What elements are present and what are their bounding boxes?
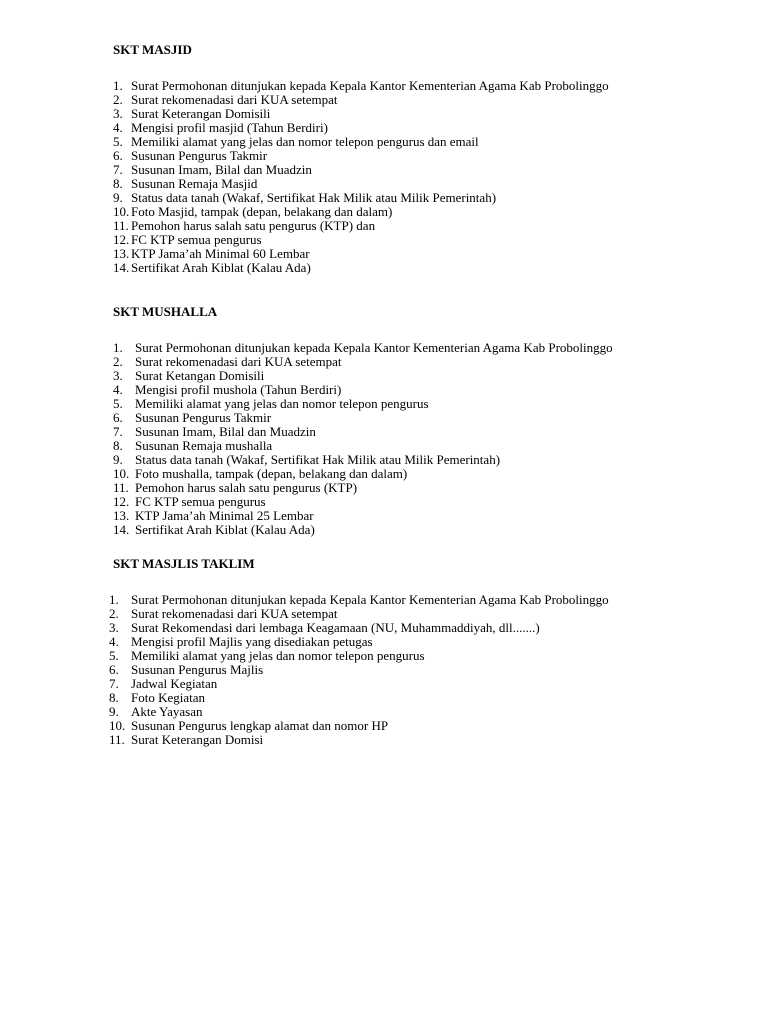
item-number: 6. bbox=[109, 662, 119, 677]
item-number: 5. bbox=[113, 396, 123, 411]
list-item bbox=[113, 233, 653, 247]
list-item bbox=[113, 369, 653, 383]
list-item bbox=[109, 607, 654, 621]
list-item bbox=[113, 439, 653, 453]
item-number: 11. bbox=[109, 732, 125, 747]
item-text: Surat Ketangan Domisili bbox=[135, 368, 265, 383]
list-item bbox=[113, 135, 653, 149]
item-text: Foto Kegiatan bbox=[131, 690, 206, 705]
item-number: 11. bbox=[113, 480, 129, 495]
item-number: 8. bbox=[109, 690, 119, 705]
item-text: Sertifikat Arah Kiblat (Kalau Ada) bbox=[135, 522, 315, 537]
item-number: 6. bbox=[113, 410, 123, 425]
list-item bbox=[113, 121, 653, 135]
list-item bbox=[113, 261, 653, 275]
item-number: 7. bbox=[113, 424, 123, 439]
item-number: 2. bbox=[113, 354, 123, 369]
list-item bbox=[113, 205, 653, 219]
item-text: KTP Jama’ah Minimal 25 Lembar bbox=[135, 508, 314, 523]
list-item bbox=[113, 383, 653, 397]
item-number: 13. bbox=[113, 246, 130, 261]
item-number: 3. bbox=[109, 620, 119, 635]
item-text: Surat Keterangan Domisili bbox=[131, 106, 271, 121]
list-item bbox=[113, 411, 653, 425]
item-number: 2. bbox=[109, 606, 119, 621]
section-skt-mushalla bbox=[113, 305, 653, 537]
requirement-list bbox=[109, 593, 654, 747]
list-item bbox=[109, 719, 654, 733]
item-text: Memiliki alamat yang jelas dan nomor telepon pengurus bbox=[135, 396, 429, 411]
item-number: 9. bbox=[113, 452, 123, 467]
list-item bbox=[109, 593, 654, 607]
section-title: SKT MASJID bbox=[113, 42, 192, 57]
list-item bbox=[113, 219, 653, 233]
item-number: 7. bbox=[109, 676, 119, 691]
item-text: FC KTP semua pengurus bbox=[135, 494, 266, 509]
list-item bbox=[113, 163, 653, 177]
item-text: Sertifikat Arah Kiblat (Kalau Ada) bbox=[131, 260, 311, 275]
item-text: Surat Permohonan ditunjukan kepada Kepala Kantor Kementerian Agama Kab Probolinggo bbox=[131, 592, 609, 607]
list-item bbox=[113, 149, 653, 163]
item-text: Susunan Pengurus lengkap alamat dan nomor HP bbox=[131, 718, 389, 733]
list-item bbox=[113, 79, 653, 93]
item-number: 4. bbox=[113, 120, 123, 135]
item-text: Foto mushalla, tampak (depan, belakang dan dalam) bbox=[135, 466, 408, 481]
item-number: 9. bbox=[113, 190, 123, 205]
item-number: 13. bbox=[113, 508, 130, 523]
item-text: Memiliki alamat yang jelas dan nomor telepon pengurus bbox=[131, 648, 425, 663]
item-number: 5. bbox=[109, 648, 119, 663]
list-item bbox=[113, 191, 653, 205]
list-item bbox=[109, 635, 654, 649]
list-item bbox=[113, 481, 653, 495]
item-number: 4. bbox=[109, 634, 119, 649]
item-text: Surat Keterangan Domisi bbox=[131, 732, 264, 747]
item-number: 11. bbox=[113, 218, 129, 233]
item-number: 7. bbox=[113, 162, 123, 177]
list-item bbox=[109, 705, 654, 719]
item-text: Mengisi profil mushola (Tahun Berdiri) bbox=[135, 382, 342, 397]
list-item bbox=[113, 425, 653, 439]
item-number: 3. bbox=[113, 368, 123, 383]
item-text: FC KTP semua pengurus bbox=[131, 232, 262, 247]
item-number: 6. bbox=[113, 148, 123, 163]
item-number: 4. bbox=[113, 382, 123, 397]
list-item bbox=[113, 397, 653, 411]
item-text: Mengisi profil Majlis yang disediakan petugas bbox=[131, 634, 373, 649]
item-text: Status data tanah (Wakaf, Sertifikat Hak Milik atau Milik Pemerintah) bbox=[135, 452, 501, 467]
item-text: Surat Rekomendasi dari lembaga Keagamaan (NU, Muhammaddiyah, dll.......) bbox=[131, 620, 540, 635]
item-text: Jadwal Kegiatan bbox=[131, 676, 218, 691]
section-title: SKT MUSHALLA bbox=[113, 304, 218, 319]
item-text: KTP Jama’ah Minimal 60 Lembar bbox=[131, 246, 310, 261]
item-text: Surat Permohonan ditunjukan kepada Kepala Kantor Kementerian Agama Kab Probolinggo bbox=[131, 78, 609, 93]
item-number: 1. bbox=[113, 340, 123, 355]
item-text: Susunan Remaja mushalla bbox=[135, 438, 273, 453]
item-number: 10. bbox=[109, 718, 126, 733]
list-item bbox=[113, 509, 653, 523]
item-number: 3. bbox=[113, 106, 123, 121]
list-item bbox=[113, 107, 653, 121]
item-text: Memiliki alamat yang jelas dan nomor telepon pengurus dan email bbox=[131, 134, 479, 149]
item-text: Susunan Pengurus Majlis bbox=[131, 662, 264, 677]
item-text: Pemohon harus salah satu pengurus (KTP) bbox=[135, 480, 358, 495]
list-item bbox=[113, 93, 653, 107]
item-text: Susunan Pengurus Takmir bbox=[135, 410, 272, 425]
item-number: 9. bbox=[109, 704, 119, 719]
item-text: Mengisi profil masjid (Tahun Berdiri) bbox=[131, 120, 328, 135]
item-text: Susunan Pengurus Takmir bbox=[131, 148, 268, 163]
item-text: Surat rekomenadasi dari KUA setempat bbox=[135, 354, 342, 369]
section-skt-majlis-taklim bbox=[109, 557, 654, 747]
item-text: Surat Permohonan ditunjukan kepada Kepala Kantor Kementerian Agama Kab Probolinggo bbox=[135, 340, 613, 355]
item-text: Surat rekomenadasi dari KUA setempat bbox=[131, 606, 338, 621]
item-number: 10. bbox=[113, 204, 130, 219]
requirement-list bbox=[113, 79, 653, 275]
item-text: Susunan Imam, Bilal dan Muadzin bbox=[131, 162, 312, 177]
list-item bbox=[113, 467, 653, 481]
item-number: 8. bbox=[113, 176, 123, 191]
item-text: Pemohon harus salah satu pengurus (KTP) dan bbox=[131, 218, 376, 233]
item-text: Surat rekomenadasi dari KUA setempat bbox=[131, 92, 338, 107]
item-text: Foto Masjid, tampak (depan, belakang dan dalam) bbox=[131, 204, 393, 219]
list-item bbox=[109, 733, 654, 747]
list-item bbox=[113, 495, 653, 509]
list-item bbox=[109, 621, 654, 635]
item-number: 5. bbox=[113, 134, 123, 149]
list-item bbox=[113, 341, 653, 355]
item-number: 12. bbox=[113, 232, 130, 247]
section-title: SKT MASJLIS TAKLIM bbox=[113, 556, 255, 571]
item-number: 1. bbox=[109, 592, 119, 607]
list-item bbox=[113, 355, 653, 369]
list-item bbox=[113, 247, 653, 261]
item-text: Susunan Remaja Masjid bbox=[131, 176, 258, 191]
item-number: 10. bbox=[113, 466, 130, 481]
item-number: 14. bbox=[113, 260, 130, 275]
item-text: Akte Yayasan bbox=[131, 704, 203, 719]
list-item bbox=[113, 177, 653, 191]
list-item bbox=[109, 691, 654, 705]
item-number: 1. bbox=[113, 78, 123, 93]
item-text: Status data tanah (Wakaf, Sertifikat Hak Milik atau Milik Pemerintah) bbox=[131, 190, 497, 205]
item-number: 12. bbox=[113, 494, 130, 509]
item-number: 8. bbox=[113, 438, 123, 453]
item-number: 2. bbox=[113, 92, 123, 107]
item-text: Susunan Imam, Bilal dan Muadzin bbox=[135, 424, 316, 439]
list-item bbox=[109, 649, 654, 663]
list-item bbox=[113, 453, 653, 467]
list-item bbox=[113, 523, 653, 537]
requirement-list bbox=[113, 341, 653, 537]
section-skt-masjid bbox=[113, 43, 653, 275]
list-item bbox=[109, 663, 654, 677]
item-number: 14. bbox=[113, 522, 130, 537]
list-item bbox=[109, 677, 654, 691]
